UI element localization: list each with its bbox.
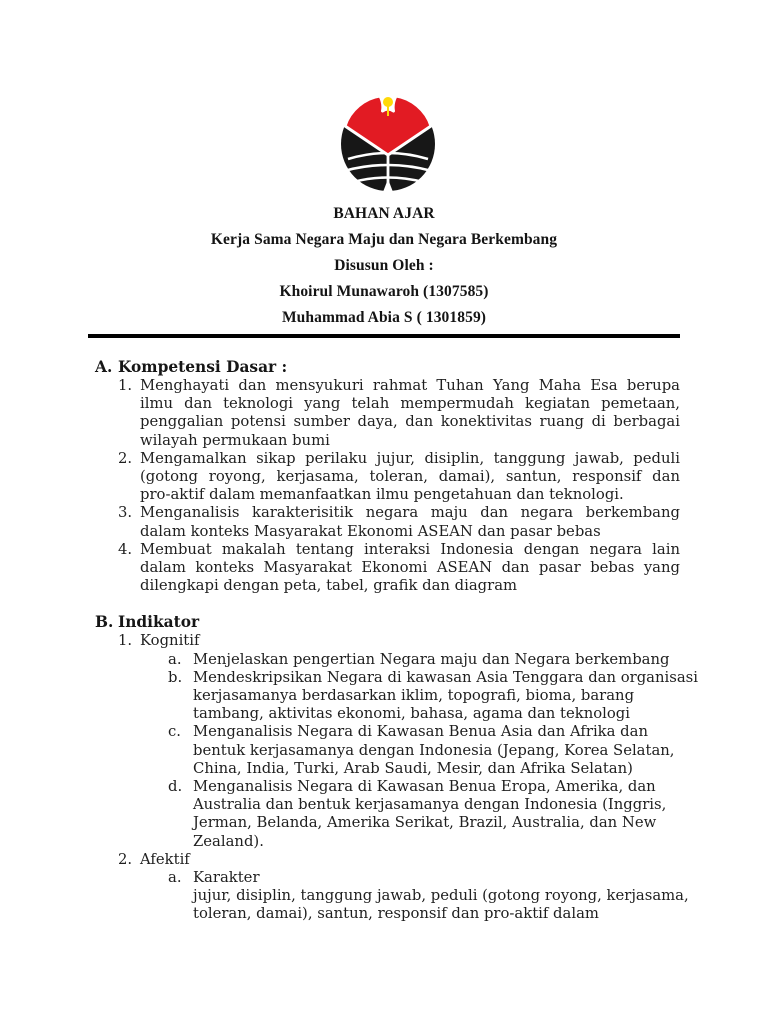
header-block [0,201,768,331]
item-text [193,723,680,778]
text-line: ilmu dan teknologi yang telah mempermudah kegiatan pemetaan, [140,395,680,413]
text-line: China, India, Turki, Arab Saudi, Mesir, dan Afrika Selatan) [193,759,633,777]
text-line: Australia dan bentuk kerjasamanya dengan Indonesia (Inggris, [193,796,667,814]
item-text [140,541,680,596]
section-indikator [95,613,698,923]
text-line: Zealand). [193,832,264,850]
text-line: Kognitif [140,632,200,650]
sub-list-item [95,668,698,724]
sub-list-item [95,778,680,851]
item-marker: d. [168,778,183,796]
item-text [140,851,680,869]
section-label: A. [95,358,113,376]
list-item [95,450,680,505]
text-line: Mengamalkan sikap perilaku jujur, disiplin, tanggung jawab, peduli [140,449,680,467]
section-kompetensi-dasar [95,358,680,595]
text-line: penggalian potensi sumber daya, dan konektivitas ruang di berbagai [140,413,680,431]
document-body [95,358,698,924]
item-marker: 2. [118,449,133,467]
item-text [140,450,680,505]
sub-list-item [95,723,680,778]
item-marker: b. [168,668,183,686]
sub-list-item [95,869,689,924]
text-line: jujur, disiplin, tanggung jawab, peduli (gotong royong, kerjasama, [193,887,689,905]
section-heading [95,613,680,632]
section-heading-text: Kompetensi Dasar : [118,358,288,376]
divider-rule [88,334,680,338]
item-text [193,651,680,669]
text-line: Afektif [140,850,190,868]
text-line: Karakter [193,869,260,887]
item-marker: a. [168,650,182,668]
prepared-by-label: Disusun Oleh : [334,257,434,274]
text-line: Membuat makalah tentang interaksi Indonesia dengan negara lain [140,540,680,558]
text-line: (gotong royong, kerjasama, toleran, damai), santun, responsif dan [140,468,680,486]
item-text [193,668,698,724]
item-marker: 3. [118,504,133,522]
list-item [95,377,680,450]
document-title: BAHAN AJAR [333,205,435,222]
item-marker: 4. [118,540,133,558]
text-line: Menjelaskan pengertian Negara maju dan Negara berkembang [193,650,670,668]
item-marker: 1. [118,632,133,650]
text-line: bentuk kerjasamanya dengan Indonesia (Jepang, Korea Selatan, [193,741,675,759]
item-marker: a. [168,869,182,887]
item-text [140,632,680,650]
item-text [140,377,680,450]
text-line: pro-aktif dalam memanfaatkan ilmu pengetahuan dan teknologi. [140,486,624,504]
section-heading [95,358,680,377]
logo-flame [383,97,393,107]
text-line: dilengkapi dengan peta, tabel, grafik dan diagram [140,577,518,595]
text-line: dalam konteks Masyarakat Ekonomi ASEAN dan pasar bebas [140,522,601,540]
item-marker: 2. [118,850,133,868]
item-text [193,778,680,851]
list-item [95,541,680,596]
text-line: Menganalisis karakterisitik negara maju dan negara berkembang [140,504,680,522]
item-marker: c. [168,723,181,741]
upi-logo-graphic [334,93,442,193]
text-line: kerjasamanya berdasarkan iklim, topografi, bioma, barang [193,687,635,705]
section-label: B. [95,613,114,632]
author-name: Muhammad Abia S ( 1301859) [281,309,487,326]
upi-logo [334,93,442,193]
list-item [95,504,680,540]
text-line: wilayah permukaan bumi [140,431,330,449]
text-line: Jerman, Belanda, Amerika Serikat, Brazil, Australia, dan New [193,814,657,832]
text-line: Menganalisis Negara di Kawasan Benua Eropa, Amerika, dan [193,778,656,796]
document-subtitle: Kerja Sama Negara Maju dan Negara Berkembang [210,231,558,248]
text-line: toleran, damai), santun, responsif dan pro-aktif dalam [193,905,599,923]
item-marker: 1. [118,377,133,394]
sub-list-item [95,651,680,669]
list-item [95,851,680,869]
text-line: Mendeskripsikan Negara di kawasan Asia Tenggara dan organisasi [193,668,698,686]
text-line: Menganalisis Negara di Kawasan Benua Asia dan Afrika dan [193,723,648,741]
item-text [140,504,680,540]
item-text [193,869,689,924]
list-item [95,632,680,650]
text-line: tambang, aktivitas ekonomi, bahasa, agama dan teknologi [193,705,630,723]
text-line: dalam konteks Masyarakat Ekonomi ASEAN dan pasar bebas yang [140,559,680,577]
text-line: Menghayati dan mensyukuri rahmat Tuhan Yang Maha Esa berupa [140,377,680,394]
section-heading-text: Indikator [118,613,200,632]
author-name: Khoirul Munawaroh (1307585) [279,283,489,300]
